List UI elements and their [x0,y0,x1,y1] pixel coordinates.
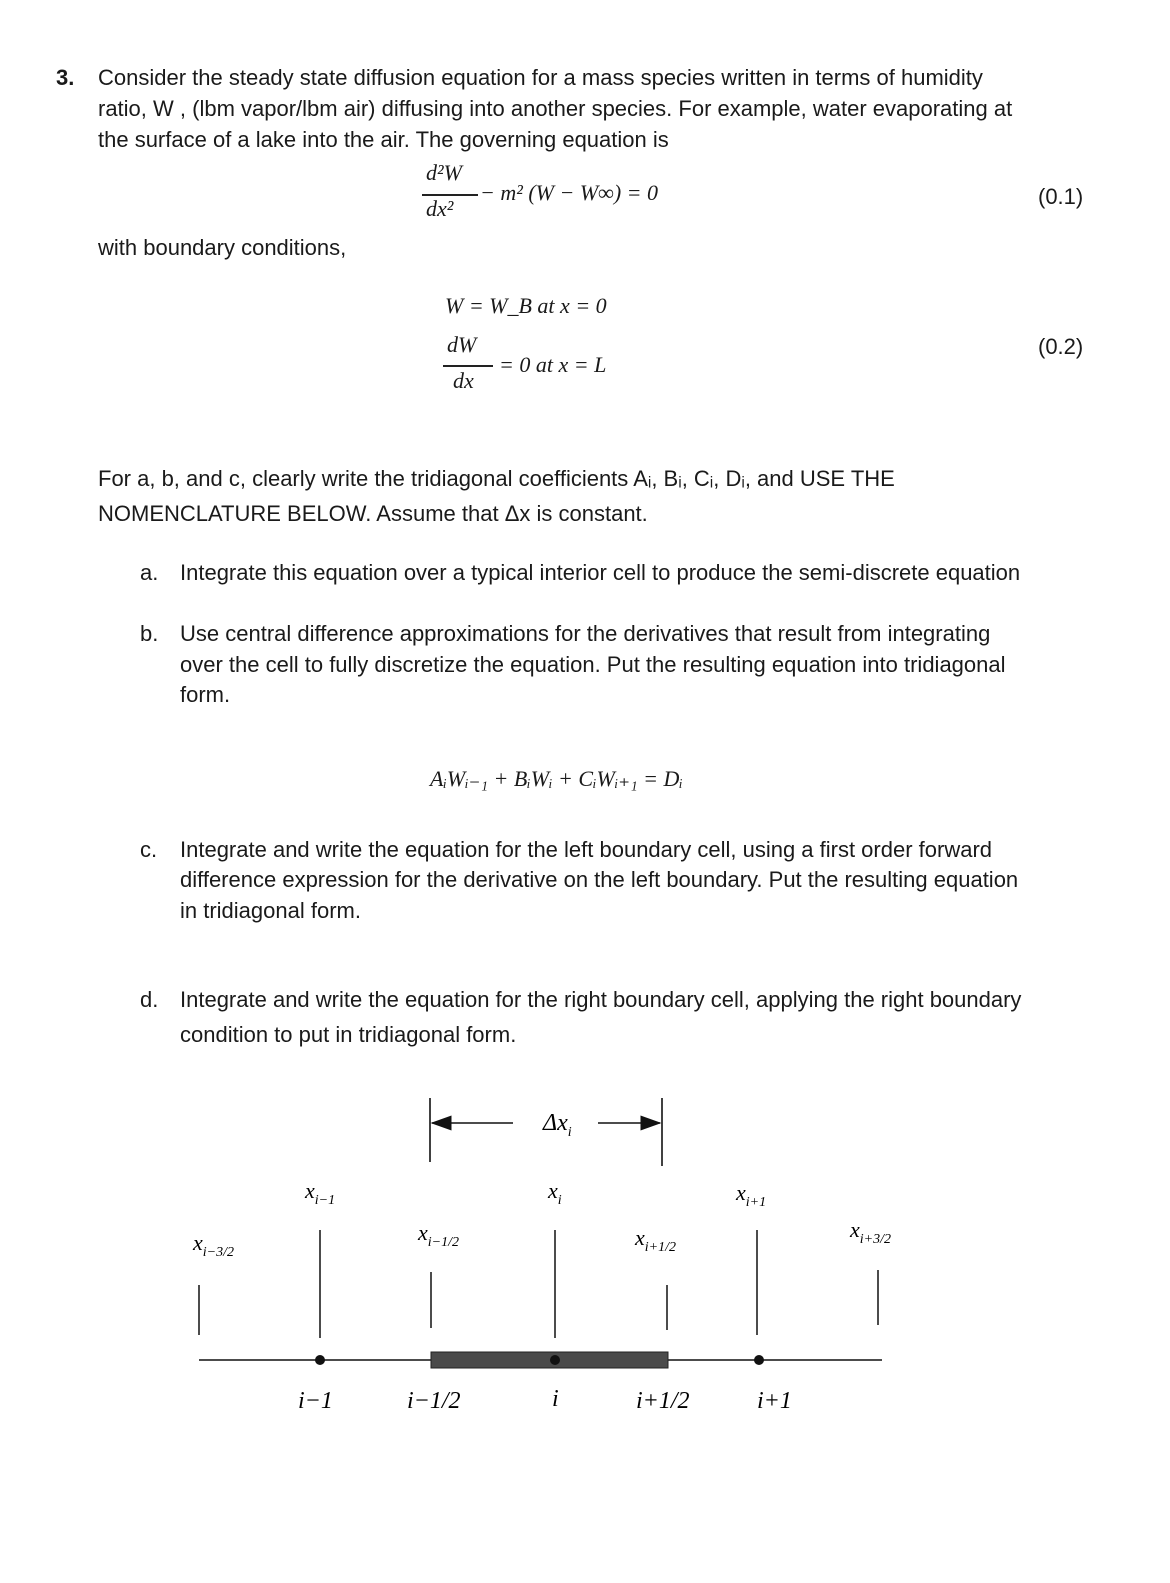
x-label-i-1/2: $x_{i-1/2}$ [418,1220,459,1250]
tridiagonal-form: AᵢWᵢ₋₁ + BᵢWᵢ + CᵢWᵢ₊₁ = Dᵢ [430,766,683,791]
part-a-label: a. [140,560,159,585]
instructions-line-1: For a, b, and c, clearly write the tridiagonal coefficients Aᵢ, Bᵢ, Cᵢ, Dᵢ, and USE THE [98,466,895,491]
intro-line-1-text: Consider the steady state diffusion equation for a mass species written in terms of humidity [98,65,983,90]
part-c-label: c. [140,837,158,862]
part-c-line-3: in tridiagonal form. [180,898,361,923]
part-d-line-2: condition to put in tridiagonal form. [180,1022,517,1047]
part-c-line-2: difference expression for the derivative on the left boundary. Put the resulting equation [180,867,1019,892]
index-label-i-1/2: i−1/2 [407,1388,461,1414]
intro-line-2: ratio, W , (lbm vapor/lbm air) diffusing into another species. For example, water evaporating at [98,96,1013,121]
governing-equation [420,160,780,240]
bc1: W = W_B at x = 0 [445,293,607,318]
index-label-i+1/2: i+1/2 [636,1388,690,1414]
part-d-label: d. [140,987,159,1012]
x-label-i+3/2: $x_{i+3/2}$ [850,1217,891,1247]
problem-number: 3. [56,65,75,90]
index-label-i+1: i+1 [757,1388,792,1414]
dx-label: $\Delta x_i$ [543,1110,572,1140]
part-b-line-1: Use central difference approximations for the derivatives that result from integrating [180,621,991,646]
boundary-conditions-lead: with boundary conditions, [98,235,347,260]
x-label-i: $x_i$ [548,1178,562,1208]
grid-diagram [0,1080,1170,1440]
eq1-denominator: dx² [426,196,454,221]
part-c-line-1: Integrate and write the equation for the left boundary cell, using a first order forward [180,837,993,862]
index-label-i: i [552,1386,559,1412]
bc2-rest: = 0 at x = L [499,352,607,377]
part-b-label: b. [140,621,159,646]
part-b-line-3: form. [180,682,231,707]
x-label-i-3/2: $x_{i-3/2}$ [193,1230,234,1260]
control-volume [431,1352,668,1368]
x-label-i+1: $x_{i+1}$ [736,1180,767,1210]
eq1-rest: − m² (W − W∞) = 0 [480,180,659,205]
node-i+1 [754,1355,764,1365]
eq2-tag: (0.2) [1038,334,1084,359]
bc2-numerator: dW [447,332,477,357]
node-i-1 [315,1355,325,1365]
intro-line-3: the surface of a lake into the air. The governing equation is [98,127,669,152]
index-label-i-1: i−1 [298,1388,333,1414]
intro-line-1 [98,62,983,93]
bc2-denominator: dx [453,368,474,393]
node-i [550,1355,560,1365]
part-a-line-1: Integrate this equation over a typical interior cell to produce the semi-discrete equation [180,560,1021,585]
part-d-line-1: Integrate and write the equation for the right boundary cell, applying the right boundary [180,987,1022,1012]
x-label-i-1: $x_{i-1}$ [305,1178,336,1208]
x-label-i+1/2: $x_{i+1/2}$ [635,1225,676,1255]
eq1-tag: (0.1) [1038,184,1084,209]
eq1-numerator: d²W [426,160,462,185]
instructions-line-2: NOMENCLATURE BELOW. Assume that Δx is constant. [98,501,648,526]
part-b-line-2: over the cell to fully discretize the equation. Put the resulting equation into tridiagonal [180,652,1006,677]
bc2-fraction-bar [443,365,493,367]
bc2 [443,332,703,402]
